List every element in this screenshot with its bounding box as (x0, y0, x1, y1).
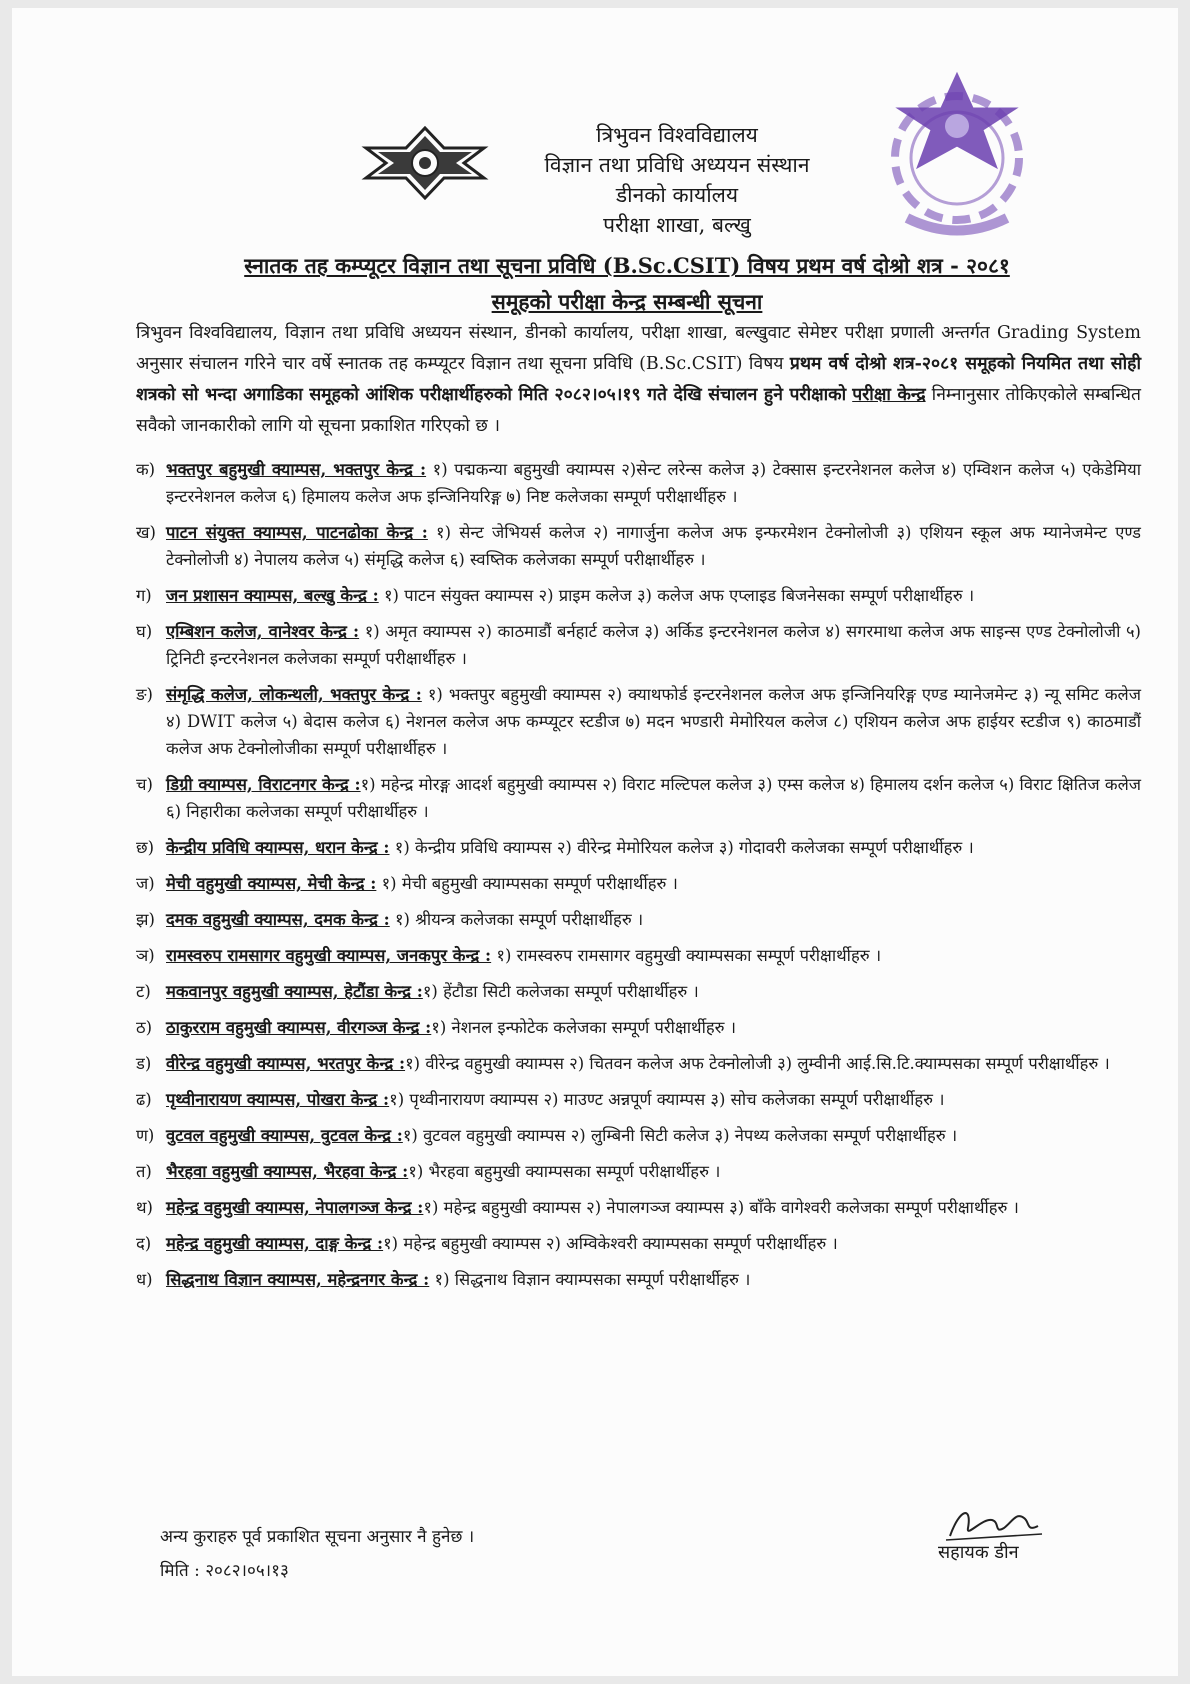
center-name: पृथ्वीनारायण क्याम्पस, पोखरा केन्द्र : (166, 1090, 390, 1109)
center-item (136, 942, 1141, 969)
center-name: महेन्द्र वहुमुखी क्याम्पस, दाङ्ग केन्द्र : (166, 1234, 384, 1253)
center-colleges: १) हेंटौडा सिटी कलेजका सम्पूर्ण परीक्षार्थीहरु । (422, 982, 699, 1001)
center-item (136, 1014, 1141, 1041)
center-label: ञ) (136, 946, 155, 965)
center-name: रामस्वरुप रामसागर वहुमुखी क्याम्पस, जनकपुर केन्द्र : (166, 946, 492, 965)
center-name: ठाकुरराम वहुमुखी क्याम्पस, वीरगञ्ज केन्द्र : (166, 1018, 432, 1037)
center-label: क) (136, 460, 156, 479)
center-name: भैरहवा वहुमुखी क्याम्पस, भैरहवा केन्द्र : (166, 1162, 409, 1181)
center-label: घ) (136, 622, 153, 641)
center-item (136, 906, 1141, 933)
center-name: सिद्धनाथ विज्ञान क्याम्पस, महेन्द्रनगर केन्द्र : (166, 1270, 430, 1289)
center-item (136, 771, 1141, 825)
center-name: संमृद्धि कलेज, लोकन्थली, भक्तपुर केन्द्र : (166, 685, 422, 704)
header-line: विज्ञान तथा प्रविधि अध्ययन संस्थान (544, 153, 810, 177)
center-colleges: १) मेची बहुमुखी क्याम्पसका सम्पूर्ण परीक्षार्थीहरु । (376, 874, 678, 893)
center-label: ज) (136, 874, 155, 893)
center-label: त) (136, 1162, 152, 1181)
intro-underlined-text: परीक्षा केन्द्र (852, 385, 926, 405)
center-label: ठ) (136, 1018, 153, 1037)
notice-date: मिति : २०८२।०५।१३ (160, 1561, 289, 1581)
center-colleges: १) सिद्धनाथ विज्ञान क्याम्पसका सम्पूर्ण परीक्षार्थीहरु । (429, 1270, 751, 1289)
center-label: ख) (136, 523, 156, 542)
center-item (136, 618, 1141, 672)
center-colleges: १) श्रीयन्त्र कलेजका सम्पूर्ण परीक्षार्थीहरु । (389, 910, 644, 929)
intro-text: त्रिभुवन विश्वविद्यालय, विज्ञान तथा प्रविधि अध्ययन संस्थान, डीनको कार्यालय, परीक्षा शाखा, बल्खुवाट सेमेष्टर परीक्षा प्रणाली अन्तर्गत Grading System अनुसार संचालन गरिने चार वर्षे स्नातक तह कम्प्यूटर विज्ञान तथा सूचना प्रविधि (B.Sc.CSIT) विषय (136, 323, 1141, 374)
center-colleges: १) रामस्वरुप रामसागर वहुमुखी क्याम्पसका सम्पूर्ण परीक्षार्थीहरु । (491, 946, 882, 965)
center-name: वुटवल वहुमुखी क्याम्पस, वुटवल केन्द्र : (166, 1126, 403, 1145)
center-name: पाटन संयुक्त क्याम्पस, पाटनढोका केन्द्र : (166, 523, 428, 542)
center-label: च) (136, 775, 153, 794)
center-label: ड) (136, 1054, 152, 1073)
center-label: ट) (136, 982, 151, 1001)
center-item (136, 834, 1141, 861)
center-name: केन्द्रीय प्रविधि क्याम्पस, धरान केन्द्र : (166, 838, 390, 857)
center-label: ण) (136, 1126, 155, 1145)
title-line-1: स्नातक तह कम्प्यूटर विज्ञान तथा सूचना प्रविधि (B.Sc.CSIT) विषय प्रथम वर्ष दोश्रो शत्र - २०८१ (244, 253, 1010, 278)
center-colleges: १) वुटवल वहुमुखी क्याम्पस २) लुम्बिनी सिटी कलेज ३) नेपथ्य कलेजका सम्पूर्ण परीक्षार्थीहरु । (402, 1126, 958, 1145)
center-name: महेन्द्र वहुमुखी क्याम्पस, नेपालगञ्ज केन्द्र : (166, 1198, 424, 1217)
center-colleges: १) भैरहवा बहुमुखी क्याम्पसका सम्पूर्ण परीक्षार्थीहरु । (408, 1162, 721, 1181)
tribhuvan-university-logo-icon (360, 126, 490, 200)
center-name: एम्बिशन कलेज, वानेश्वर केन्द्र : (166, 622, 360, 641)
notice-page (12, 8, 1178, 1676)
center-colleges: १) भक्तपुर बहुमुखी क्याम्पस २) क्याथफोर्ड इन्टरनेशनल कलेज अफ इन्जिनियरिङ्ग एण्ड म्यानेजमेन्ट ३) न्यू समिट कलेज ४) DWIT कलेज ५) बेदास कलेज ६) नेशनल कलेज अफ कम्प्यूटर स्टडीज ७) मदन भण्डारी मेमोरियल कलेज ८) एशियन कलेज अफ हाईयर स्टडीज ९) काठमाडौं कलेज अफ टेक्नोलोजीका सम्पूर्ण परीक्षार्थीहरु । (166, 685, 1141, 758)
center-label: ढ) (136, 1090, 152, 1109)
office-header (492, 120, 862, 240)
signatory-title: सहायक डीन (938, 1542, 1019, 1563)
center-item (136, 1266, 1141, 1293)
center-colleges: १) नेशनल इन्फोटेक कलेजका सम्पूर्ण परीक्षार्थीहरु । (431, 1018, 736, 1037)
center-colleges: १) पद्मकन्या बहुमुखी क्याम्पस २)सेन्ट लरेन्स कलेज ३) टेक्सास इन्टरनेशनल कलेज ४) एम्विशन कलेज ५) एकेडेमिया इन्टरनेशनल कलेज ६) हिमालय कलेज अफ इन्जिनियरिङ्ग ७) निष्ट कलेजका सम्पूर्ण परीक्षार्थीहरु । (166, 460, 1141, 506)
notice-title (162, 248, 1092, 320)
center-label: थ) (136, 1198, 153, 1217)
center-item (136, 978, 1141, 1005)
center-colleges: १) केन्द्रीय प्रविधि क्याम्पस २) वीरेन्द्र मेमोरियल कलेज ३) गोदावरी कलेजका सम्पूर्ण परीक्षार्थीहरु । (389, 838, 974, 857)
center-label: ध) (136, 1270, 153, 1289)
center-name: डिग्री क्याम्पस, विराटनगर केन्द्र : (166, 775, 361, 794)
official-seal-stamp-icon (877, 68, 1037, 248)
center-name: मकवानपुर वहुमुखी क्याम्पस, हेटौंडा केन्द्र : (166, 982, 423, 1001)
center-item (136, 1158, 1141, 1185)
center-colleges: १) महेन्द्र मोरङ्ग आदर्श बहुमुखी क्याम्पस २) विराट मल्टिपल कलेज ३) एम्स कलेज ४) हिमालय दर्शन कलेज ५) विराट क्षितिज कलेज ६) निहारीका कलेजका सम्पूर्ण परीक्षार्थीहरु । (166, 775, 1142, 821)
center-label: ङ) (136, 685, 153, 704)
center-colleges: १) अमृत क्याम्पस २) काठमाडौं बर्नहार्ट कलेज ३) अर्किड इन्टरनेशनल कलेज ४) सगरमाथा कलेज अफ साइन्स एण्ड टेक्नोलोजी ५) ट्रिनिटी इन्टरनेशनल कलेजका सम्पूर्ण परीक्षार्थीहरु । (166, 622, 1141, 668)
center-item (136, 1050, 1141, 1077)
center-name: मेची वहुमुखी क्याम्पस, मेची केन्द्र : (166, 874, 377, 893)
center-item (136, 519, 1141, 573)
center-name: जन प्रशासन क्याम्पस, बल्खु केन्द्र : (166, 586, 379, 605)
center-label: छ) (136, 838, 155, 857)
center-colleges: १) सेन्ट जेभियर्स कलेज २) नागार्जुना कलेज अफ इन्फरमेशन टेक्नोलोजी ३) एशियन स्कूल अफ म्यानेजमेन्ट एण्ड टेक्नोलोजी ४) नेपालय कलेज ५) संमृद्धि कलेज ६) स्वष्तिक कलेजका सम्पूर्ण परीक्षार्थीहरु । (166, 523, 1141, 569)
center-name: दमक वहुमुखी क्याम्पस, दमक केन्द्र : (166, 910, 390, 929)
center-label: ग) (136, 586, 152, 605)
header-line: त्रिभुवन विश्वविद्यालय (596, 123, 758, 147)
center-item (136, 456, 1141, 510)
header-line: डीनको कार्यालय (615, 183, 739, 207)
footer-note: अन्य कुराहरु पूर्व प्रकाशित सूचना अनुसार नै हुनेछ । (160, 1527, 475, 1547)
center-item (136, 870, 1141, 897)
center-item (136, 1122, 1141, 1149)
center-item (136, 681, 1141, 762)
center-name: वीरेन्द्र वहुमुखी क्याम्पस, भरतपुर केन्द्र : (166, 1054, 406, 1073)
intro-bold-text: प्रथम वर्ष दोश्रो शत्र-२०८१ समूहको नियमित तथा सोही शत्रको सो भन्दा अगाडिका समूहको आंशिक परीक्षार्थीहरुको मिति २०८२।०५।१९ गते देखि संचालन हुने परीक्षाको (136, 354, 1141, 405)
center-label: झ) (136, 910, 155, 929)
center-colleges: १) पाटन संयुक्त क्याम्पस २) प्राइम कलेज ३) कलेज अफ एप्लाइड बिजनेसका सम्पूर्ण परीक्षार्थीहरु । (378, 586, 975, 605)
center-item (136, 1230, 1141, 1257)
center-label: द) (136, 1234, 152, 1253)
center-name: भक्तपुर बहुमुखी क्याम्पस, भक्तपुर केन्द्र : (166, 460, 427, 479)
intro-text-end: निम्नानुसार तोकिएकोले सम्बन्धित सवैको जानकारीको लागि यो सूचना प्रकाशित गरिएको छ । (136, 385, 1141, 436)
center-item (136, 1194, 1141, 1221)
title-line-2: समूहको परीक्षा केन्द्र सम्बन्धी सूचना (491, 289, 763, 314)
center-colleges: १) वीरेन्द्र वहुमुखी क्याम्पस २) चितवन कलेज अफ टेक्नोलोजी ३) लुम्वीनी आई.सि.टि.क्याम्पसका सम्पूर्ण परीक्षार्थीहरु । (405, 1054, 1110, 1073)
exam-centers-list (136, 456, 1141, 1302)
header-line: परीक्षा शाखा, बल्खु (603, 213, 751, 237)
center-colleges: १) महेन्द्र बहुमुखी क्याम्पस २) अम्विकेश्वरी क्याम्पसका सम्पूर्ण परीक्षार्थीहरु । (383, 1234, 838, 1253)
signature-icon (942, 1498, 1052, 1546)
center-colleges: १) पृथ्वीनारायण क्याम्पस २) माउण्ट अन्नपूर्ण क्याम्पस ३) सोच कलेजका सम्पूर्ण परीक्षार्थीहरु । (389, 1090, 945, 1109)
center-item (136, 582, 1141, 609)
center-colleges: १) महेन्द्र बहुमुखी क्याम्पस २) नेपालगञ्ज क्याम्पस ३) बाँके वागेश्वरी कलेजका सम्पूर्ण परीक्षार्थीहरु । (423, 1198, 1019, 1217)
intro-paragraph (136, 318, 1141, 442)
center-item (136, 1086, 1141, 1113)
